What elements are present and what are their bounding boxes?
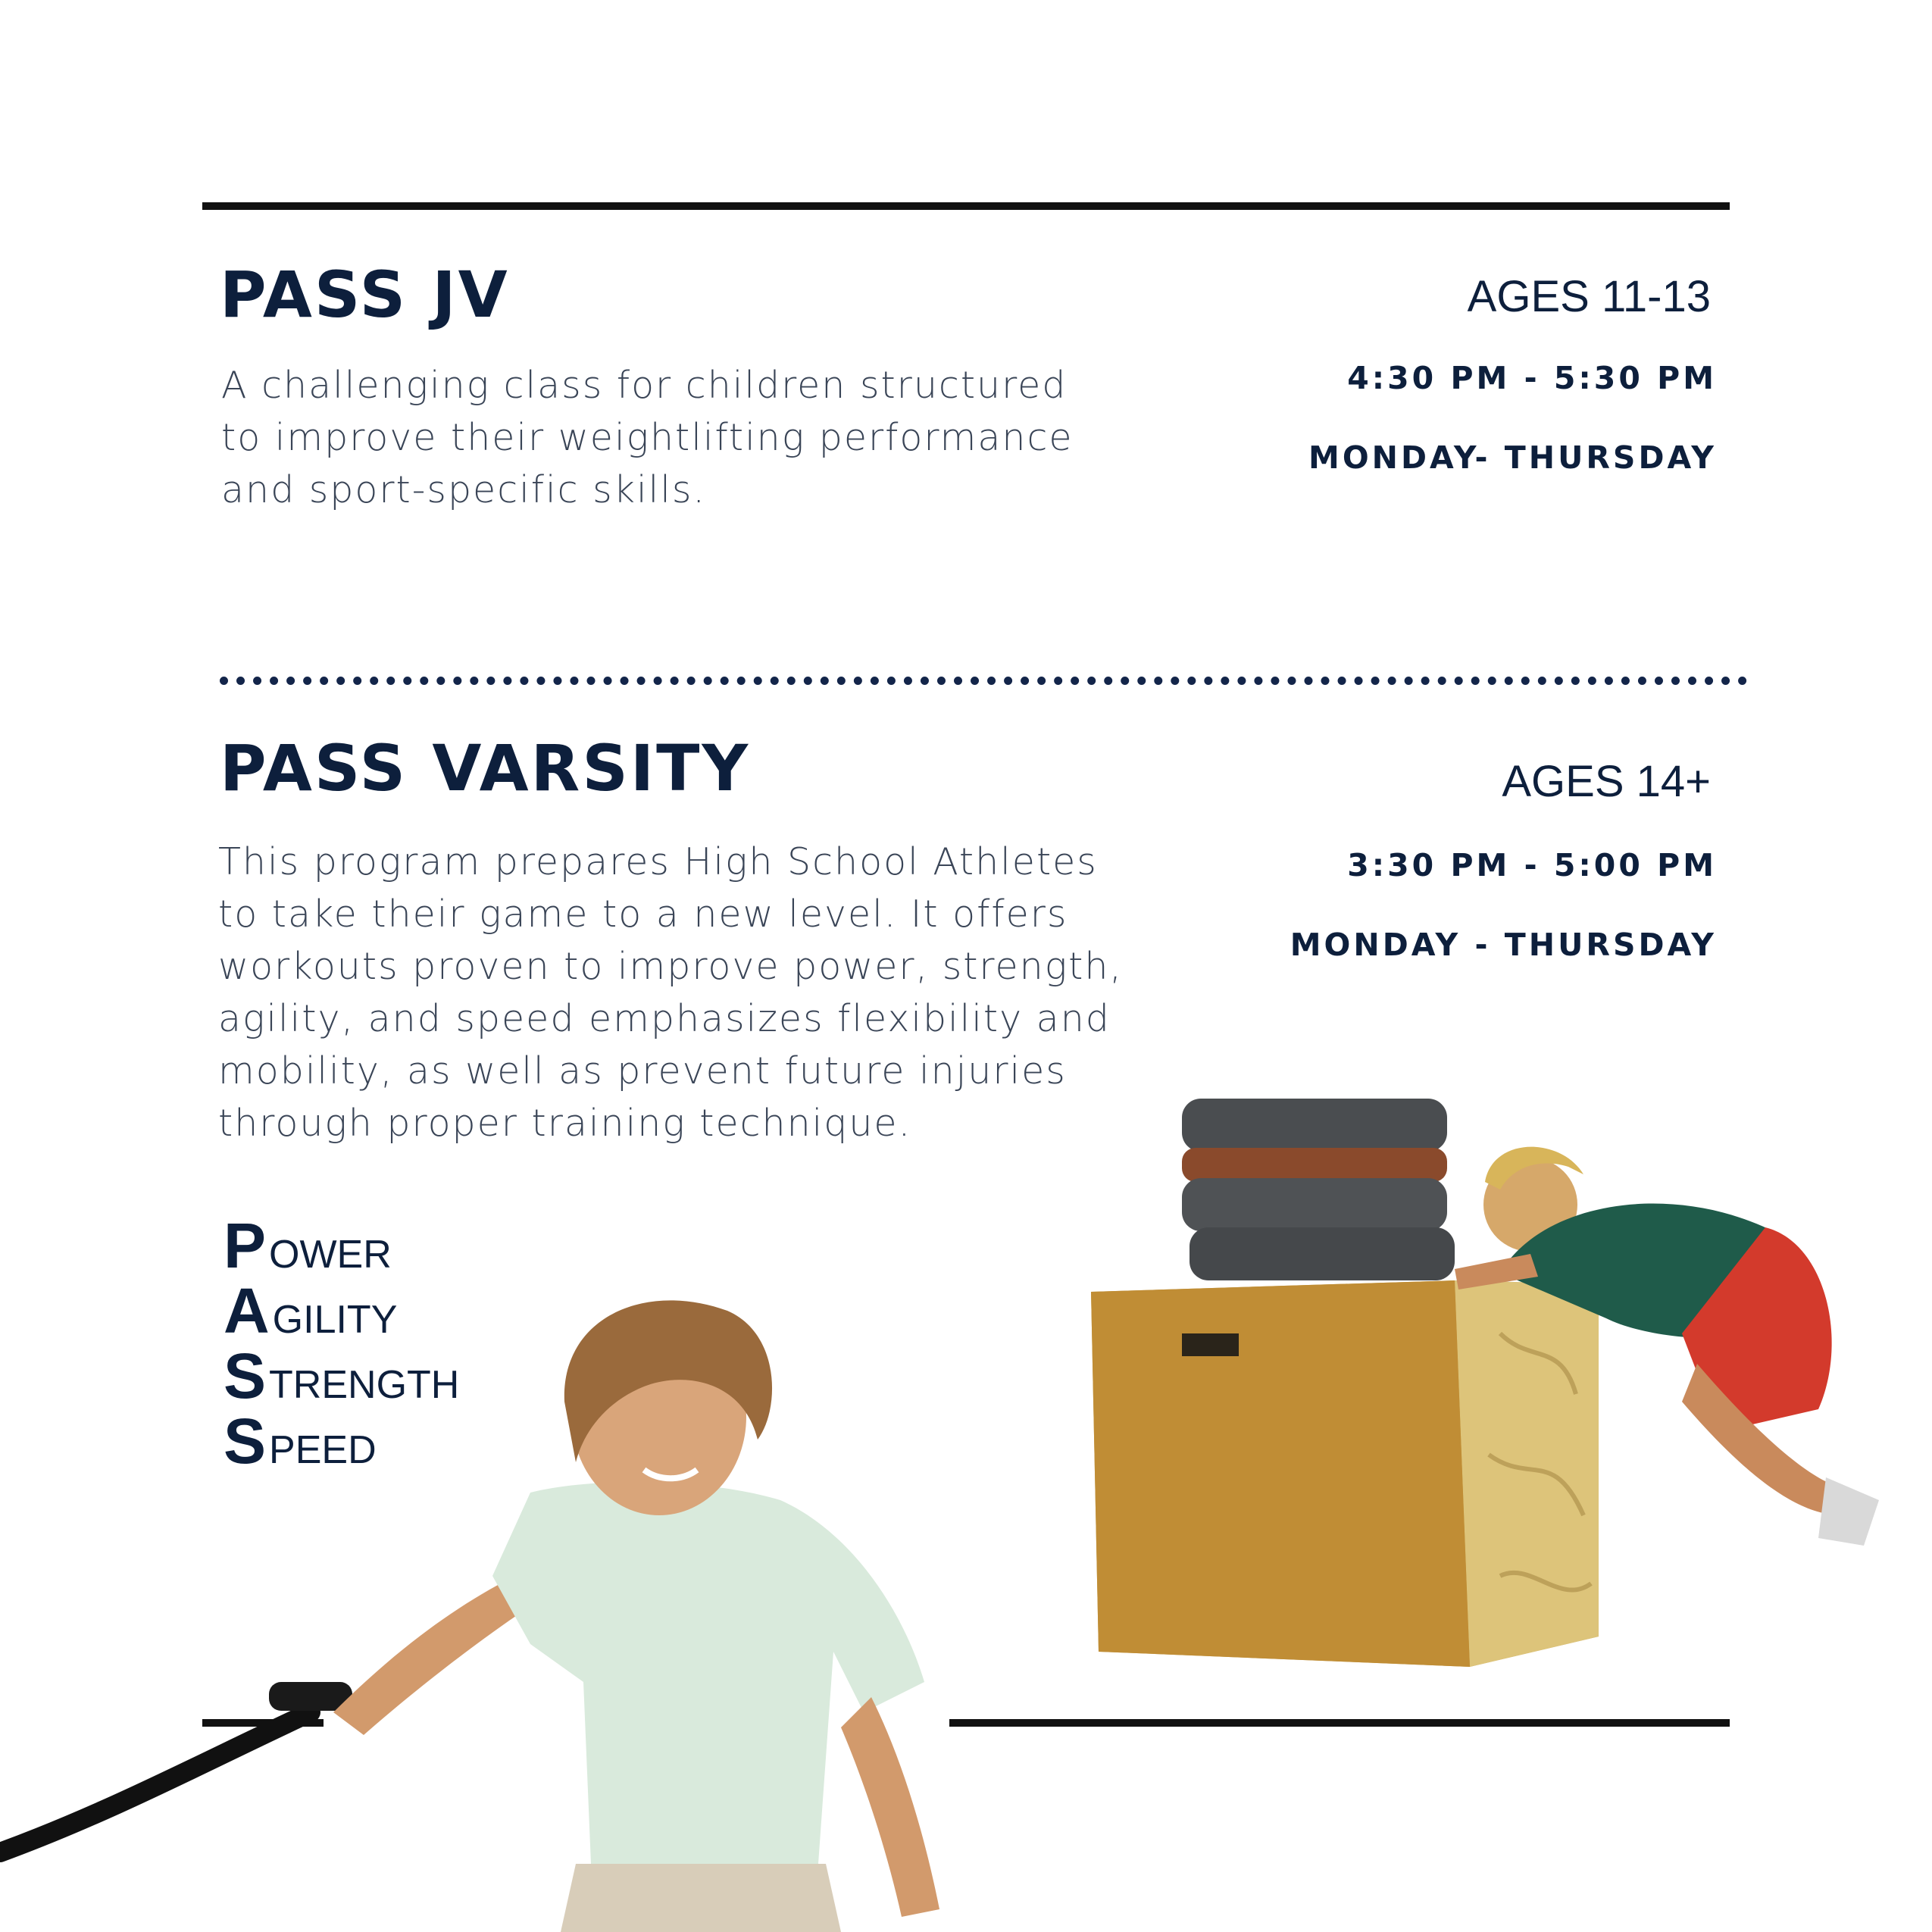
jv-description xyxy=(221,359,1074,516)
jv-description-line: to improve their weightlifting performance xyxy=(221,416,1074,459)
acronym-initial: P xyxy=(224,1210,267,1281)
jv-ages: AGES 11-13 xyxy=(1467,272,1711,321)
varsity-description xyxy=(218,836,1123,1149)
varsity-title: PASS VARSITY xyxy=(220,731,751,805)
bottom-divider-left xyxy=(202,1719,324,1727)
jv-title: PASS JV xyxy=(220,258,510,332)
varsity-description-line: agility, and speed emphasizes flexibility and xyxy=(218,997,1111,1040)
varsity-ages: AGES 14+ xyxy=(1502,757,1711,806)
acronym-word: OWER xyxy=(269,1233,392,1277)
jv-description-line: and sport-specific skills. xyxy=(221,468,706,511)
varsity-description-line: mobility, as well as prevent future injuries xyxy=(218,1049,1067,1093)
varsity-description-line: workouts proven to improve power, strength, xyxy=(218,945,1123,988)
bottom-divider-right xyxy=(949,1719,1730,1727)
acronym-initial: S xyxy=(224,1405,267,1477)
varsity-time: 3:30 PM - 5:00 PM xyxy=(1347,847,1717,883)
acronym-word: GILITY xyxy=(272,1298,398,1342)
varsity-days: MONDAY - THURSDAY xyxy=(1290,927,1717,963)
acronym-word: TRENGTH xyxy=(269,1363,460,1407)
varsity-description-line: through proper training technique. xyxy=(218,1102,912,1145)
battle-rope-photo xyxy=(0,1288,985,1932)
acronym-row-power xyxy=(224,1210,459,1281)
section-divider xyxy=(220,677,1747,685)
box-push-photo xyxy=(1076,1091,1932,1682)
acronym-word: PEED xyxy=(269,1428,377,1472)
varsity-description-line: This program prepares High School Athletes xyxy=(218,840,1098,883)
top-divider xyxy=(202,202,1730,210)
jv-time: 4:30 PM - 5:30 PM xyxy=(1347,360,1717,396)
acronym-initial: S xyxy=(224,1340,267,1411)
jv-description-line: A challenging class for children structured xyxy=(221,364,1068,407)
jv-days: MONDAY- THURSDAY xyxy=(1308,439,1717,476)
varsity-description-line: to take their game to a new level. It offers xyxy=(218,893,1068,936)
acronym-initial: A xyxy=(224,1275,270,1346)
